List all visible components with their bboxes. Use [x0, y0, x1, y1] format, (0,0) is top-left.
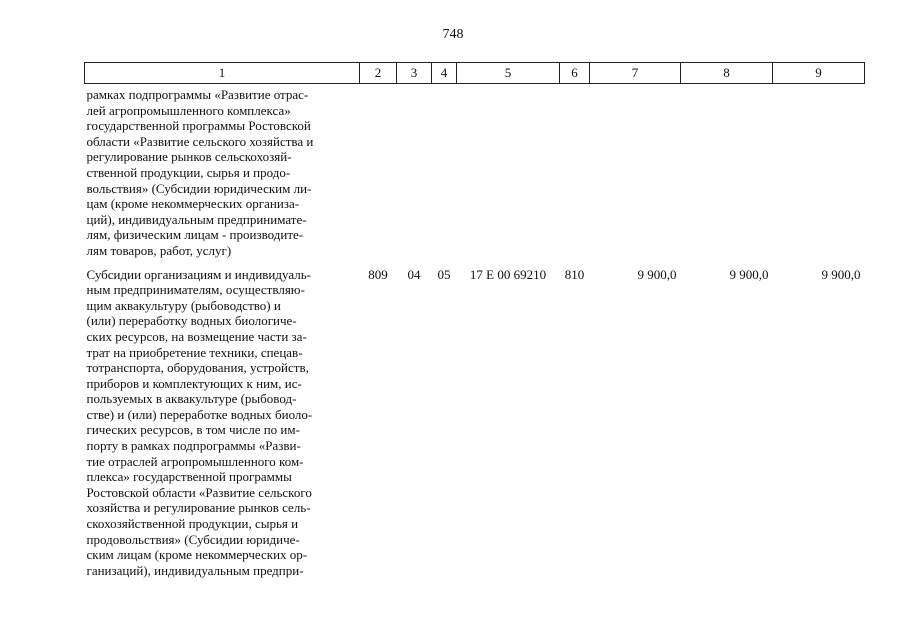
description-line: государственной программы Ростовской: [86, 118, 311, 134]
table-cell: [432, 84, 457, 266]
page-number: 748: [442, 27, 464, 42]
column-header-4: 4: [432, 63, 457, 84]
table-cell: [397, 84, 432, 266]
description-line: продовольствия» (Субсидии юридиче-: [86, 531, 300, 547]
ministry-code-cell: 809: [368, 266, 388, 282]
section-code-cell: 04: [407, 266, 421, 282]
table-cell: [560, 84, 590, 266]
description-line: порту в рамках подпрограммы «Разви-: [86, 438, 301, 454]
amount-cell-col8: 9 900,0: [729, 266, 769, 282]
amount-cell-col9: 9 900,0: [821, 266, 861, 282]
description-line: гических ресурсов, в том числе по им-: [86, 422, 300, 438]
description-line: плекса» государственной программы: [86, 469, 292, 485]
description-line: лям, физическим лицам - производите-: [86, 227, 304, 243]
description-line: (или) переработку водных биологиче-: [86, 313, 297, 329]
description-line: регулирование рынков сельскохозяй-: [86, 149, 292, 165]
description-line: ным предпринимателям, осуществляю-: [86, 282, 305, 298]
column-header-6: 6: [560, 63, 590, 84]
description-line: приборов и комплектующих к ним, ис-: [86, 375, 302, 391]
description-line: ганизаций), индивидуальным предпри-: [86, 562, 304, 578]
description-line: хозяйства и регулирование рынков сель-: [86, 500, 311, 516]
description-line: ственной продукции, сырья и продо-: [86, 164, 291, 180]
description-line: трат на приобретение техники, спецав-: [86, 344, 303, 360]
description-line: вольствия» (Субсидии юридическим ли-: [86, 180, 312, 196]
row-description: [85, 266, 360, 579]
description-line: тие отраслей агропромышленного ком-: [86, 453, 304, 469]
description-line: области «Развитие сельского хозяйства и: [86, 133, 314, 149]
column-header-2: 2: [360, 63, 397, 84]
description-line: ским лицам (кроме некоммерческих ор-: [86, 547, 308, 563]
column-header-3: 3: [397, 63, 432, 84]
subsection-code-cell: 05: [437, 266, 451, 282]
description-line: Субсидии организациям и индивидуаль-: [86, 266, 311, 282]
column-header-5: 5: [457, 63, 560, 84]
column-header-1: 1: [85, 63, 360, 84]
description-line: ских ресурсов, на возмещение части за-: [86, 328, 307, 344]
column-header-8: 8: [681, 63, 773, 84]
table-row: [85, 266, 865, 579]
table-row: [85, 84, 865, 266]
description-line: щим аквакультуру (рыбоводство) и: [86, 297, 281, 313]
description-line: Ростовской области «Развитие сельского: [86, 484, 312, 500]
table-cell: [681, 84, 773, 266]
description-line: стве) и (или) переработке водных биоло-: [86, 406, 313, 422]
description-line: скохозяйственной продукции, сырья и: [86, 516, 299, 532]
table-header-row: [85, 63, 865, 84]
expense-type-code-cell: 810: [564, 266, 585, 282]
description-line: рамках подпрограммы «Развитие отрас-: [86, 87, 309, 102]
column-header-7: 7: [590, 63, 681, 84]
description-line: пользуемых в аквакультуре (рыбовод-: [86, 391, 297, 407]
table-cell: [773, 84, 865, 266]
description-line: лей агропромышленного комплекса»: [86, 102, 291, 118]
row-description: [85, 84, 360, 266]
table-cell: [360, 84, 397, 266]
amount-cell-col7: 9 900,0: [637, 266, 677, 282]
table-cell: [457, 84, 560, 266]
description-line: цам (кроме некоммерческих организа-: [86, 196, 300, 212]
table-cell: [590, 84, 681, 266]
column-header-9: 9: [773, 63, 865, 84]
description-line: ций), индивидуальным предпринимате-: [86, 211, 307, 227]
description-line: лям товаров, работ, услуг): [86, 242, 232, 258]
target-article-code-cell: 17 Е 00 69210: [469, 266, 547, 282]
budget-table: [84, 62, 865, 578]
description-line: тотранспорта, оборудования, устройств,: [86, 360, 309, 376]
